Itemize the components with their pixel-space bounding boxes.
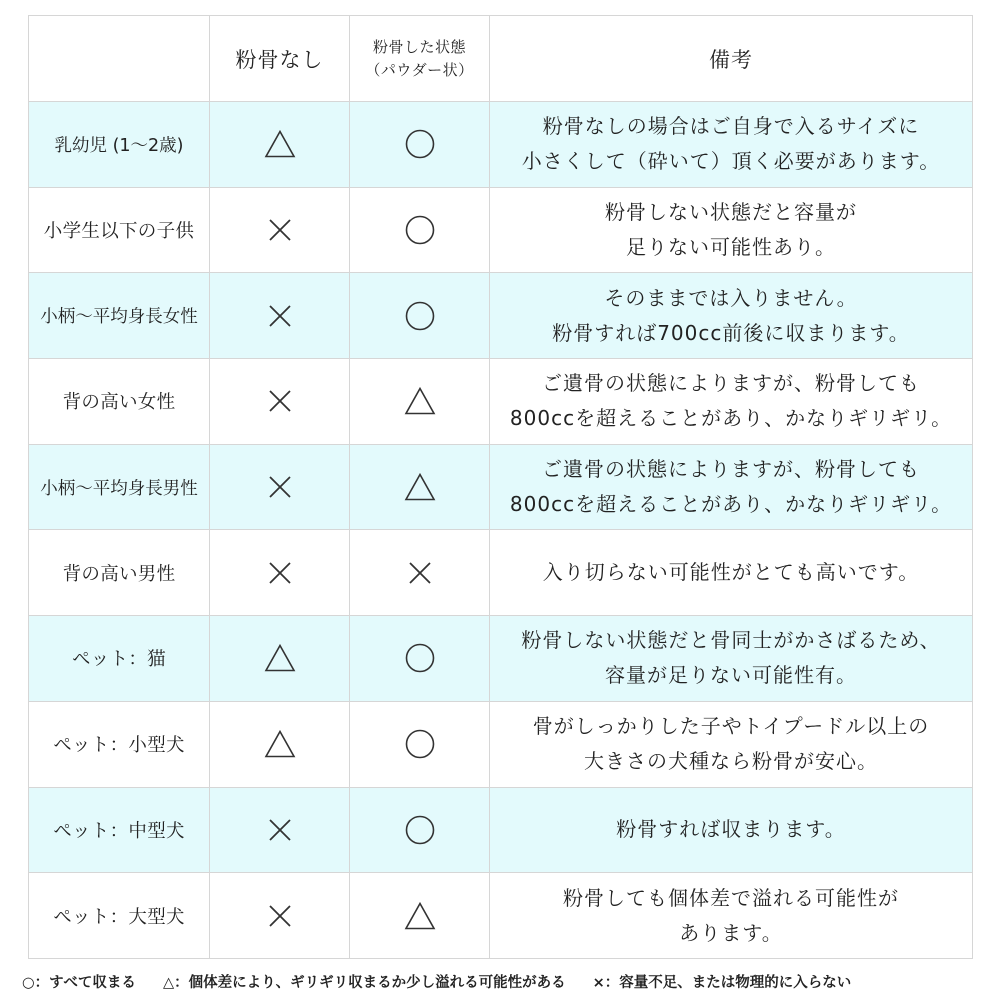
circle-icon [404, 642, 436, 674]
no-grind-cell [210, 616, 350, 702]
triangle-icon [404, 900, 436, 932]
note-cell [490, 530, 973, 616]
category-label: 乳幼児 (1〜2歳) [54, 135, 184, 156]
comparison-table-container [28, 15, 972, 959]
ground-cell [350, 873, 490, 959]
table-row [29, 444, 973, 530]
no-grind-cell [210, 787, 350, 873]
note-line: 入り切らない可能性がとても高いです。 [542, 560, 920, 585]
no-grind-cell [210, 701, 350, 787]
note-cell [490, 359, 973, 445]
cross-icon [404, 557, 436, 589]
header-ground-line1: 粉骨した状態 [372, 37, 466, 56]
no-grind-cell [210, 102, 350, 188]
note-cell [490, 701, 973, 787]
legend-circle: ○：すべて収まる [22, 975, 136, 991]
ground-cell [350, 359, 490, 445]
no-grind-cell [210, 444, 350, 530]
no-grind-cell [210, 273, 350, 359]
cross-icon [264, 300, 296, 332]
cross-icon [264, 814, 296, 846]
ground-cell [350, 701, 490, 787]
cross-icon [264, 557, 296, 589]
ground-cell [350, 102, 490, 188]
table-row [29, 616, 973, 702]
header-no-grind-label: 粉骨なし [235, 47, 324, 72]
note-line: そのままでは入りません。 [604, 285, 858, 310]
category-label: 小柄〜平均身長男性 [40, 478, 198, 499]
no-grind-cell [210, 530, 350, 616]
table-row [29, 701, 973, 787]
note-line: ご遺骨の状態によりますが、粉骨しても [542, 457, 920, 482]
note-cell [490, 787, 973, 873]
cross-icon [264, 900, 296, 932]
ground-cell [350, 530, 490, 616]
circle-icon [404, 300, 436, 332]
legend-triangle: △：個体差により、ギリギリ収まるか少し溢れる可能性がある [162, 975, 566, 991]
header-ground-line2: （パウダー状） [365, 60, 474, 79]
cross-icon [264, 385, 296, 417]
note-cell [490, 444, 973, 530]
note-line: 粉骨すれば700cc前後に収まります。 [552, 320, 910, 345]
triangle-icon [264, 728, 296, 760]
note-line: 800ccを超えることがあり、かなりギリギリ。 [509, 406, 953, 431]
category-cell [29, 102, 210, 188]
ground-cell [350, 187, 490, 273]
triangle-icon [264, 128, 296, 160]
note-line: ご遺骨の状態によりますが、粉骨しても [542, 371, 920, 396]
note-cell [490, 873, 973, 959]
category-label: ペット：中型犬 [53, 820, 185, 842]
triangle-icon [404, 471, 436, 503]
category-cell [29, 359, 210, 445]
table-row [29, 273, 973, 359]
table-row [29, 359, 973, 445]
no-grind-cell [210, 359, 350, 445]
table-row [29, 873, 973, 959]
note-line: 大きさの犬種なら粉骨が安心。 [584, 749, 878, 774]
ground-cell [350, 444, 490, 530]
note-line: 800ccを超えることがあり、かなりギリギリ。 [509, 492, 953, 517]
category-cell [29, 616, 210, 702]
cross-icon [264, 214, 296, 246]
category-cell [29, 873, 210, 959]
legend-cross: ×：容量不足、または物理的に入らない [592, 975, 852, 991]
note-line: あります。 [679, 920, 783, 945]
header-row [29, 16, 973, 102]
category-cell [29, 187, 210, 273]
category-cell [29, 701, 210, 787]
category-cell [29, 273, 210, 359]
note-line: 粉骨なしの場合はご自身で入るサイズに [542, 114, 920, 139]
circle-icon [404, 214, 436, 246]
note-line: 小さくして（砕いて）頂く必要があります。 [521, 149, 941, 174]
ground-cell [350, 273, 490, 359]
note-cell [490, 273, 973, 359]
note-line: 足りない可能性あり。 [626, 235, 836, 260]
category-label: ペット：小型犬 [53, 735, 185, 757]
category-cell [29, 787, 210, 873]
header-ground [350, 16, 490, 102]
no-grind-cell [210, 187, 350, 273]
ground-cell [350, 787, 490, 873]
note-line: 粉骨しても個体差で溢れる可能性が [563, 885, 899, 910]
note-line: 骨がしっかりした子やトイプードル以上の [532, 714, 930, 739]
note-cell [490, 616, 973, 702]
category-label: ペット：大型犬 [53, 906, 185, 928]
table-row [29, 530, 973, 616]
header-notes-label: 備考 [709, 47, 753, 72]
legend [22, 971, 982, 992]
ground-cell [350, 616, 490, 702]
category-label: 小学生以下の子供 [43, 221, 195, 243]
circle-icon [404, 128, 436, 160]
triangle-icon [404, 385, 436, 417]
cross-icon [264, 471, 296, 503]
table-row [29, 187, 973, 273]
category-label: 小柄〜平均身長女性 [40, 307, 198, 328]
circle-icon [404, 814, 436, 846]
note-cell [490, 187, 973, 273]
note-line: 粉骨しない状態だと骨同士がかさばるため、 [521, 628, 941, 653]
category-cell [29, 530, 210, 616]
category-label: 背の高い女性 [62, 392, 176, 414]
header-blank [29, 16, 210, 102]
circle-icon [404, 728, 436, 760]
note-line: 粉骨しない状態だと容量が [605, 200, 857, 225]
comparison-table [28, 15, 973, 959]
header-notes [490, 16, 973, 102]
note-line: 容量が足りない可能性有。 [605, 663, 857, 688]
category-label: ペット：猫 [71, 649, 166, 671]
category-cell [29, 444, 210, 530]
table-row [29, 102, 973, 188]
table-row [29, 787, 973, 873]
triangle-icon [264, 642, 296, 674]
note-line: 粉骨すれば収まります。 [616, 817, 846, 842]
no-grind-cell [210, 873, 350, 959]
category-label: 背の高い男性 [62, 563, 176, 585]
header-no-grind [210, 16, 350, 102]
note-cell [490, 102, 973, 188]
